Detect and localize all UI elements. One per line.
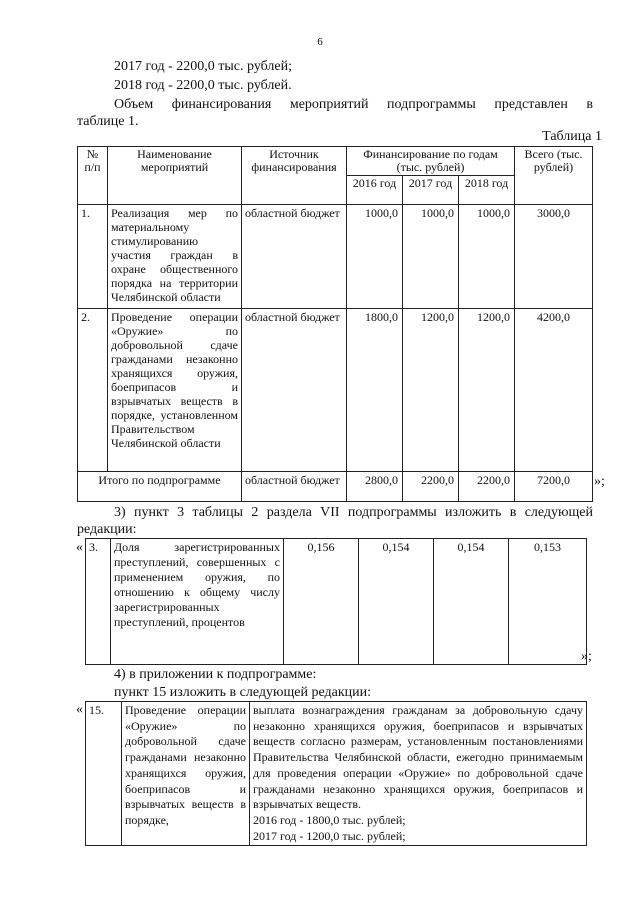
total-2016: 2800,0: [347, 472, 403, 502]
total-sum: 7200,0: [515, 472, 593, 502]
item4-name: Проведение операции «Оружие» по добровольной сдаче гражданами незаконно хранящихся оружия, боеприпасов и взрывчатых веществ в порядке,: [122, 702, 250, 846]
table1-closing-quote: »;: [594, 474, 605, 489]
appendix-table: [85, 701, 587, 846]
item3-line-2: редакции:: [77, 522, 137, 537]
item4-num: 15.: [86, 702, 122, 846]
header-2018: 2018 год: [459, 176, 515, 205]
row2-2016: 1800,0: [347, 309, 403, 472]
intro-volume-line-1: Объем финансирования мероприятий подпрограммы представлен в: [114, 97, 593, 112]
item3-value-3: 0,154: [434, 539, 509, 665]
header-2016: 2016 год: [347, 176, 403, 205]
intro-line-2017: 2017 год - 2200,0 тыс. рублей;: [114, 59, 293, 74]
row2-source: областной бюджет: [242, 309, 347, 472]
item4-desc-2017: 2017 год - 1200,0 тыс. рублей;: [253, 828, 406, 843]
item4-line-1: 4) в приложении к подпрограмме:: [114, 667, 317, 682]
intro-volume-line-2: таблице 1.: [77, 114, 139, 129]
item4-desc-paragraph: выплата вознаграждения гражданам за добровольную сдачу незаконно хранящихся оружия, боеприпасов и взрывчатых веществ согласно размерам, установленным постановлениями Правительства Челябинской области, ежегодно принимаемым для проведения операции «Оружие» по добровольной сдаче гражданами незаконно хранящихся оружия, боеприпасов и взрывчатых веществ.: [253, 703, 583, 812]
row1-source: областной бюджет: [242, 205, 347, 309]
total-2017: 2200,0: [403, 472, 459, 502]
table-row: [86, 702, 587, 846]
page-number: 6: [317, 36, 323, 48]
row2-2018: 1200,0: [459, 309, 515, 472]
row1-2016: 1000,0: [347, 205, 403, 309]
header-2017: 2017 год: [403, 176, 459, 205]
item4-open-quote: «: [76, 702, 83, 717]
total-2018: 2200,0: [459, 472, 515, 502]
indicator-table: [85, 538, 587, 665]
row2-name: Проведение операции «Оружие» по добровольной сдаче гражданами незаконно хранящихся оружия, боеприпасов и взрывчатых веществ в порядке, установленном Правительством Челябинской области: [108, 309, 242, 472]
header-num: № п/п: [78, 147, 108, 205]
item3-name: Доля зарегистрированных преступлений, совершенных с применением оружия, по отношению к общему числу зарегистрированных преступлений, процентов: [111, 539, 284, 665]
item4-desc-2016: 2016 год - 1800,0 тыс. рублей;: [253, 812, 406, 827]
total-row: [78, 472, 593, 502]
row2-total: 4200,0: [515, 309, 593, 472]
table-row: [78, 309, 593, 472]
intro-line-2018: 2018 год - 2200,0 тыс. рублей.: [114, 78, 292, 93]
item3-open-quote: «: [76, 540, 83, 555]
table1-caption: Таблица 1: [542, 129, 602, 144]
header-total: Всего (тыс. рублей): [515, 147, 593, 205]
financing-table: [77, 146, 593, 502]
row1-2017: 1000,0: [403, 205, 459, 309]
row1-2018: 1000,0: [459, 205, 515, 309]
item3-closing-quote: »;: [581, 649, 592, 664]
total-label: Итого по подпрограмме: [78, 472, 242, 502]
row1-total: 3000,0: [515, 205, 593, 309]
row2-num: 2.: [78, 309, 108, 472]
item3-line-1: 3) пункт 3 таблицы 2 раздела VII подпрограммы изложить в следующей: [114, 505, 593, 520]
total-source: областной бюджет: [242, 472, 347, 502]
header-source: Источник финансирования: [242, 147, 347, 205]
row1-name: Реализация мер по материальному стимулированию участия граждан в охране общественного порядка на территории Челябинской области: [108, 205, 242, 309]
item3-value-4: 0,153: [509, 539, 587, 665]
row1-num: 1.: [78, 205, 108, 309]
row2-2017: 1200,0: [403, 309, 459, 472]
item3-num: 3.: [86, 539, 111, 665]
item3-value-2: 0,154: [359, 539, 434, 665]
item4-line-2: пункт 15 изложить в следующей редакции:: [114, 685, 371, 700]
table-row: [78, 205, 593, 309]
header-name: Наименование мероприятий: [108, 147, 242, 205]
item4-description: [250, 702, 587, 846]
header-funding: Финансирование по годам (тыс. рублей): [347, 147, 515, 176]
item3-value-1: 0,156: [284, 539, 359, 665]
table-row: [86, 539, 587, 665]
